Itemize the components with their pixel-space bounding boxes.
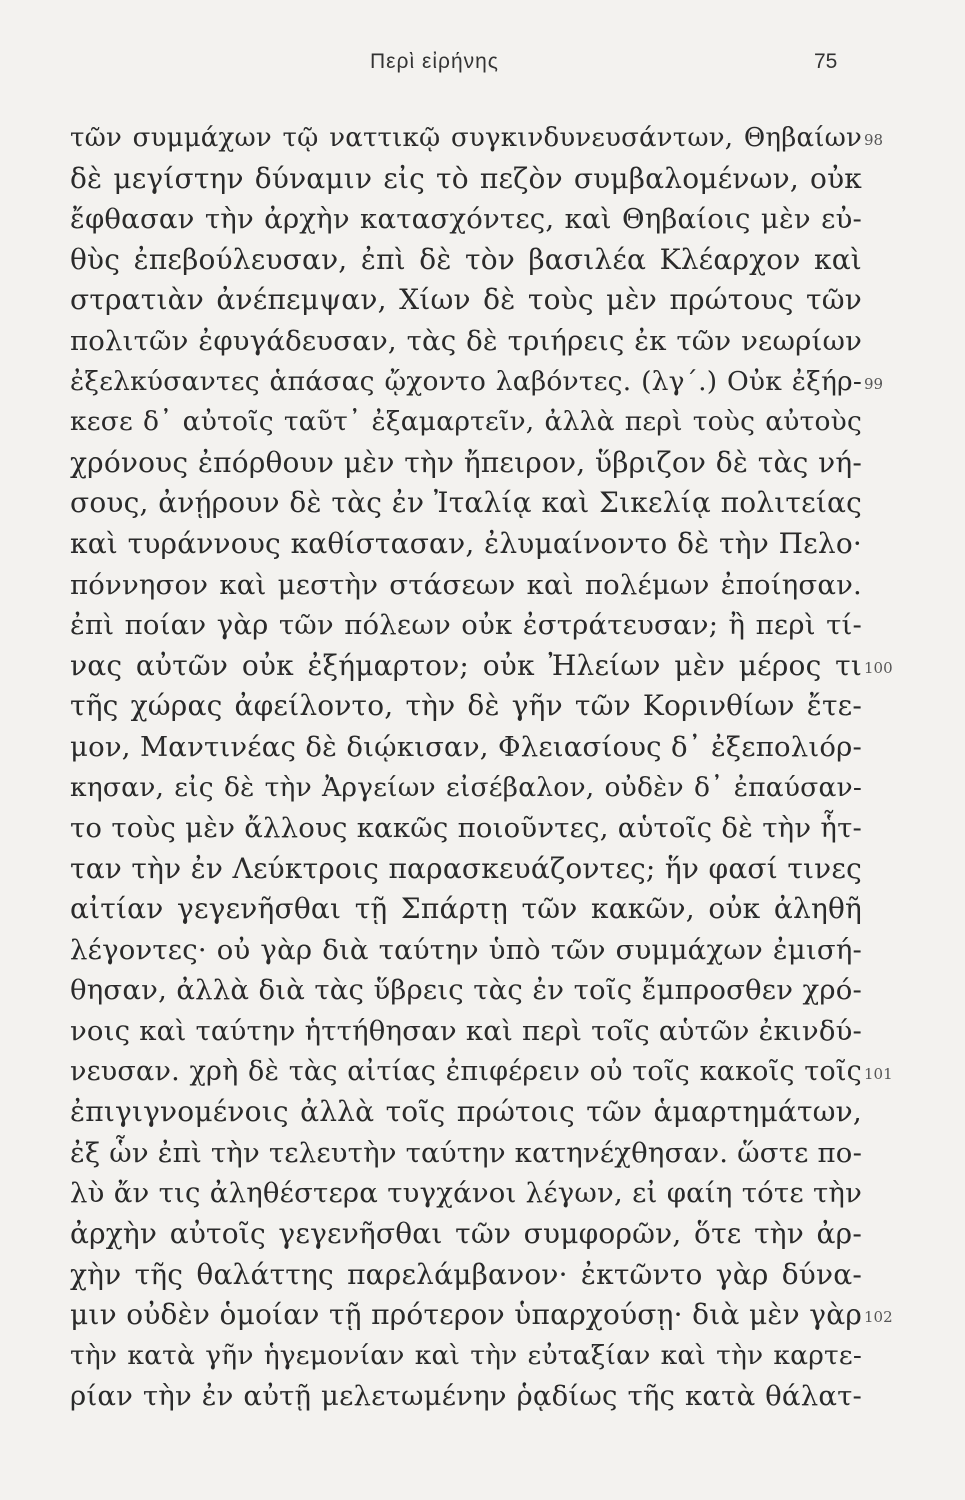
line-text: πολιτῶν ἐφυγάδευσαν, τὰς δὲ τριήρεις ἐκ τῶν νεωρίων — [70, 324, 862, 357]
line-text: θὺς ἐπεβούλευσαν, ἐπὶ δὲ τὸν βασιλέα Κλέαρχον καὶ — [70, 242, 862, 276]
running-title: Περὶ εἰρήνης — [370, 50, 499, 73]
line-text: σους, ἀνῄρουν δὲ τὰς ἐν Ἰταλίᾳ καὶ Σικελίᾳ πολιτείας — [70, 486, 862, 520]
line-text: νας αὐτῶν οὐκ ἐξήμαρτον; οὐκ Ἠλείων μὲν μέρος τι — [70, 648, 862, 682]
line-text: ἐπιγιγνομένοις ἀλλὰ τοῖς πρώτοις τῶν ἁμαρτημάτων, — [70, 1095, 862, 1129]
line-text: χὴν τῆς θαλάττης παρελάμβανον· ἐκτῶντο γὰρ δύνα- — [70, 1257, 862, 1291]
text-line — [0, 524, 965, 565]
line-text: τὴν κατὰ γῆν ἡγεμονίαν καὶ τὴν εὐταξίαν καὶ τὴν καρτε- — [70, 1339, 862, 1371]
section-number: 100 — [864, 658, 893, 677]
text-line — [0, 483, 965, 524]
page-number: 75 — [814, 50, 838, 73]
line-text: καὶ τυράννους καθίστασαν, ἐλυμαίνοντο δὲ τὴν Πελο· — [70, 526, 862, 560]
line-text: θησαν, ἀλλὰ διὰ τὰς ὕβρεις τὰς ἐν τοῖς ἔμπροσθεν χρό- — [70, 974, 862, 1007]
text-line — [0, 686, 965, 727]
body-text — [0, 118, 965, 1417]
text-line — [0, 605, 965, 646]
text-line — [0, 808, 965, 849]
text-line — [0, 199, 965, 240]
line-text: το τοὺς μὲν ἄλλους κακῶς ποιοῦντες, αὑτοῖς δὲ τὴν ἧτ- — [70, 812, 862, 845]
line-text: ἐπὶ ποίαν γὰρ τῶν πόλεων οὐκ ἐστράτευσαν; ἢ περὶ τί- — [70, 609, 862, 642]
text-line — [0, 240, 965, 281]
text-line — [0, 970, 965, 1011]
text-line — [0, 1376, 965, 1417]
line-text: ἔφθασαν τὴν ἀρχὴν κατασχόντες, καὶ Θηβαίοις μὲν εὐ- — [70, 203, 862, 236]
line-text: πόννησον καὶ μεστὴν στάσεων καὶ πολέμων ἐποίησαν. — [70, 568, 862, 601]
line-text: λὺ ἄν τις ἀληθέστερα τυγχάνοι λέγων, εἰ φαίη τότε τὴν — [70, 1177, 862, 1210]
text-line — [0, 849, 965, 890]
text-line — [0, 1173, 965, 1214]
line-text: ἐξελκύσαντες ἁπάσας ᾤχοντο λαβόντες. (λγ΄.) Οὐκ ἐξήρ- — [70, 365, 862, 397]
text-line — [0, 727, 965, 768]
text-line — [0, 565, 965, 606]
text-line — [0, 280, 965, 321]
text-line — [0, 321, 965, 362]
text-line — [0, 1336, 965, 1377]
line-text: ἐξ ὧν ἐπὶ τὴν τελευτὴν ταύτην κατηνέχθησαν. ὥστε πο- — [70, 1136, 863, 1169]
line-text: ταν τὴν ἐν Λεύκτροις παρασκευάζοντες; ἥν φασί τινες — [70, 851, 862, 885]
line-text: χρόνους ἐπόρθουν μὲν τὴν ἤπειρον, ὕβριζον δὲ τὰς νή- — [70, 445, 862, 479]
line-text: μον, Μαντινέας δὲ διῴκισαν, Φλειασίους δ᾿ ἐξεπολιόρ- — [70, 730, 862, 763]
section-number: 98 — [864, 131, 884, 149]
line-text: τῆς χώρας ἀφείλοντο, τὴν δὲ γῆν τῶν Κορινθίων ἔτε- — [70, 689, 862, 723]
text-line — [0, 443, 965, 484]
text-line — [0, 1011, 965, 1052]
text-line — [0, 1092, 965, 1133]
line-text: κεσε δ᾿ αὐτοῖς ταῦτ᾿ ἐξαμαρτεῖν, ἀλλὰ περὶ τοὺς αὐτοὺς — [70, 406, 862, 438]
line-text: αἰτίαν γεγενῆσθαι τῇ Σπάρτῃ τῶν κακῶν, οὐκ ἀληθῆ — [70, 892, 862, 926]
text-line — [0, 930, 965, 971]
line-text: λέγοντες· οὐ γὰρ διὰ ταύτην ὑπὸ τῶν συμμάχων ἐμισή- — [70, 933, 862, 966]
running-head — [0, 50, 965, 82]
line-text: στρατιὰν ἀνέπεμψαν, Χίων δὲ τοὺς μὲν πρώτους τῶν — [70, 283, 862, 317]
line-text: κησαν, εἰς δὲ τὴν Ἀργείων εἰσέβαλον, οὐδὲν δ᾿ ἐπαύσαν- — [70, 771, 862, 803]
text-line — [0, 118, 965, 159]
line-text: νοις καὶ ταύτην ἡττήθησαν καὶ περὶ τοῖς αὑτῶν ἐκινδύ- — [70, 1015, 862, 1048]
line-text: ρίαν τὴν ἐν αὐτῇ μελετωμένην ῥᾳδίως τῆς κατὰ θάλατ- — [70, 1380, 862, 1413]
section-number: 99 — [864, 374, 884, 393]
text-line — [0, 1255, 965, 1296]
line-text: μιν οὐδὲν ὁμοίαν τῇ πρότερον ὑπαρχούσῃ· διὰ μὲν γὰρ — [70, 1298, 862, 1332]
text-line — [0, 889, 965, 930]
text-line — [0, 768, 965, 809]
section-number: 102 — [864, 1308, 893, 1327]
text-line — [0, 1052, 965, 1093]
line-text: νευσαν. χρὴ δὲ τὰς αἰτίας ἐπιφέρειν οὐ τοῖς κακοῖς τοῖς — [70, 1055, 862, 1087]
section-number: 101 — [864, 1064, 893, 1083]
text-line — [0, 1214, 965, 1255]
line-text: τῶν συμμάχων τῷ ναττικῷ συγκινδυνευσάντων, Θηβαίων — [70, 123, 862, 153]
text-line — [0, 646, 965, 687]
text-line — [0, 402, 965, 443]
text-line — [0, 1133, 965, 1174]
text-line — [0, 362, 965, 403]
line-text: δὲ μεγίστην δύναμιν εἰς τὸ πεζὸν συμβαλομένων, οὐκ — [70, 161, 862, 195]
text-line — [0, 1295, 965, 1336]
line-text: ἀρχὴν αὐτοῖς γεγενῆσθαι τῶν συμφορῶν, ὅτε τὴν ἀρ- — [70, 1217, 862, 1251]
text-line — [0, 159, 965, 200]
